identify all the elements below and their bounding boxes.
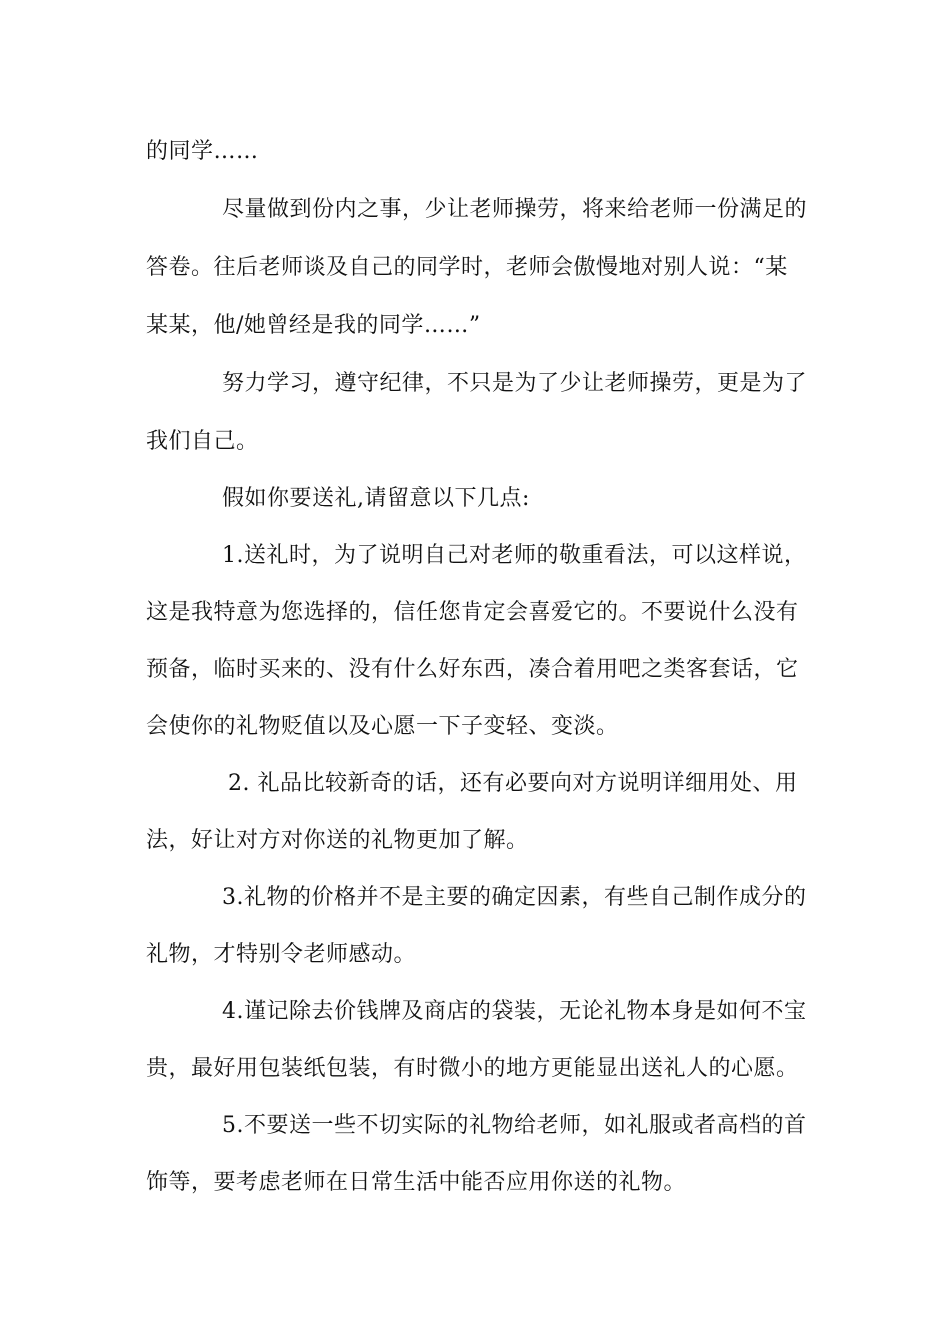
paragraph-first-line: 尽量做到份内之事，少让老师操劳，将来给老师一份满足的 [222,197,808,222]
list-item-2-line: 2. 礼品比较新奇的话，还有必要向对方说明详细用处、用 [228,771,798,796]
list-item-3-line: 3.礼物的价格并不是主要的确定因素，有些自己制作成分的 [222,885,807,910]
section-heading: 假如你要送礼,请留意以下几点: [222,486,530,511]
text-line: 会使你的礼物贬值以及心愿一下子变轻、变淡。 [146,714,619,739]
list-item-5-line: 5.不要送一些不切实际的礼物给老师，如礼服或者高档的首 [222,1113,807,1138]
text-line: 饰等，要考虑老师在日常生活中能否应用你送的礼物。 [146,1170,687,1195]
paragraph-first-line: 努力学习，遵守纪律，不只是为了少让老师操劳，更是为了 [222,371,808,396]
text-line: 贵，最好用包装纸包装，有时微小的地方更能显出送礼人的心愿。 [146,1056,799,1081]
text-line: 法，好让对方对你送的礼物更加了解。 [146,828,529,853]
text-line: 礼物，才特别令老师感动。 [146,942,417,967]
list-item-1-line: 1.送礼时，为了说明自己对老师的敬重看法，可以这样说， [222,543,807,568]
text-line: 的同学…… [146,139,259,164]
list-item-4-line: 4.谨记除去价钱牌及商店的袋装，无论礼物本身是如何不宝 [222,999,807,1024]
text-line: 答卷。往后老师谈及自己的同学时，老师会傲慢地对别人说：“某 [146,255,788,280]
text-line: 预备，临时买来的、没有什么好东西，凑合着用吧之类客套话，它 [146,657,799,682]
text-line: 这是我特意为您选择的，信任您肯定会喜爱它的。不要说什么没有 [146,600,799,625]
text-line: 某某，他/她曾经是我的同学……” [146,313,481,338]
text-line: 我们自己。 [146,429,259,454]
